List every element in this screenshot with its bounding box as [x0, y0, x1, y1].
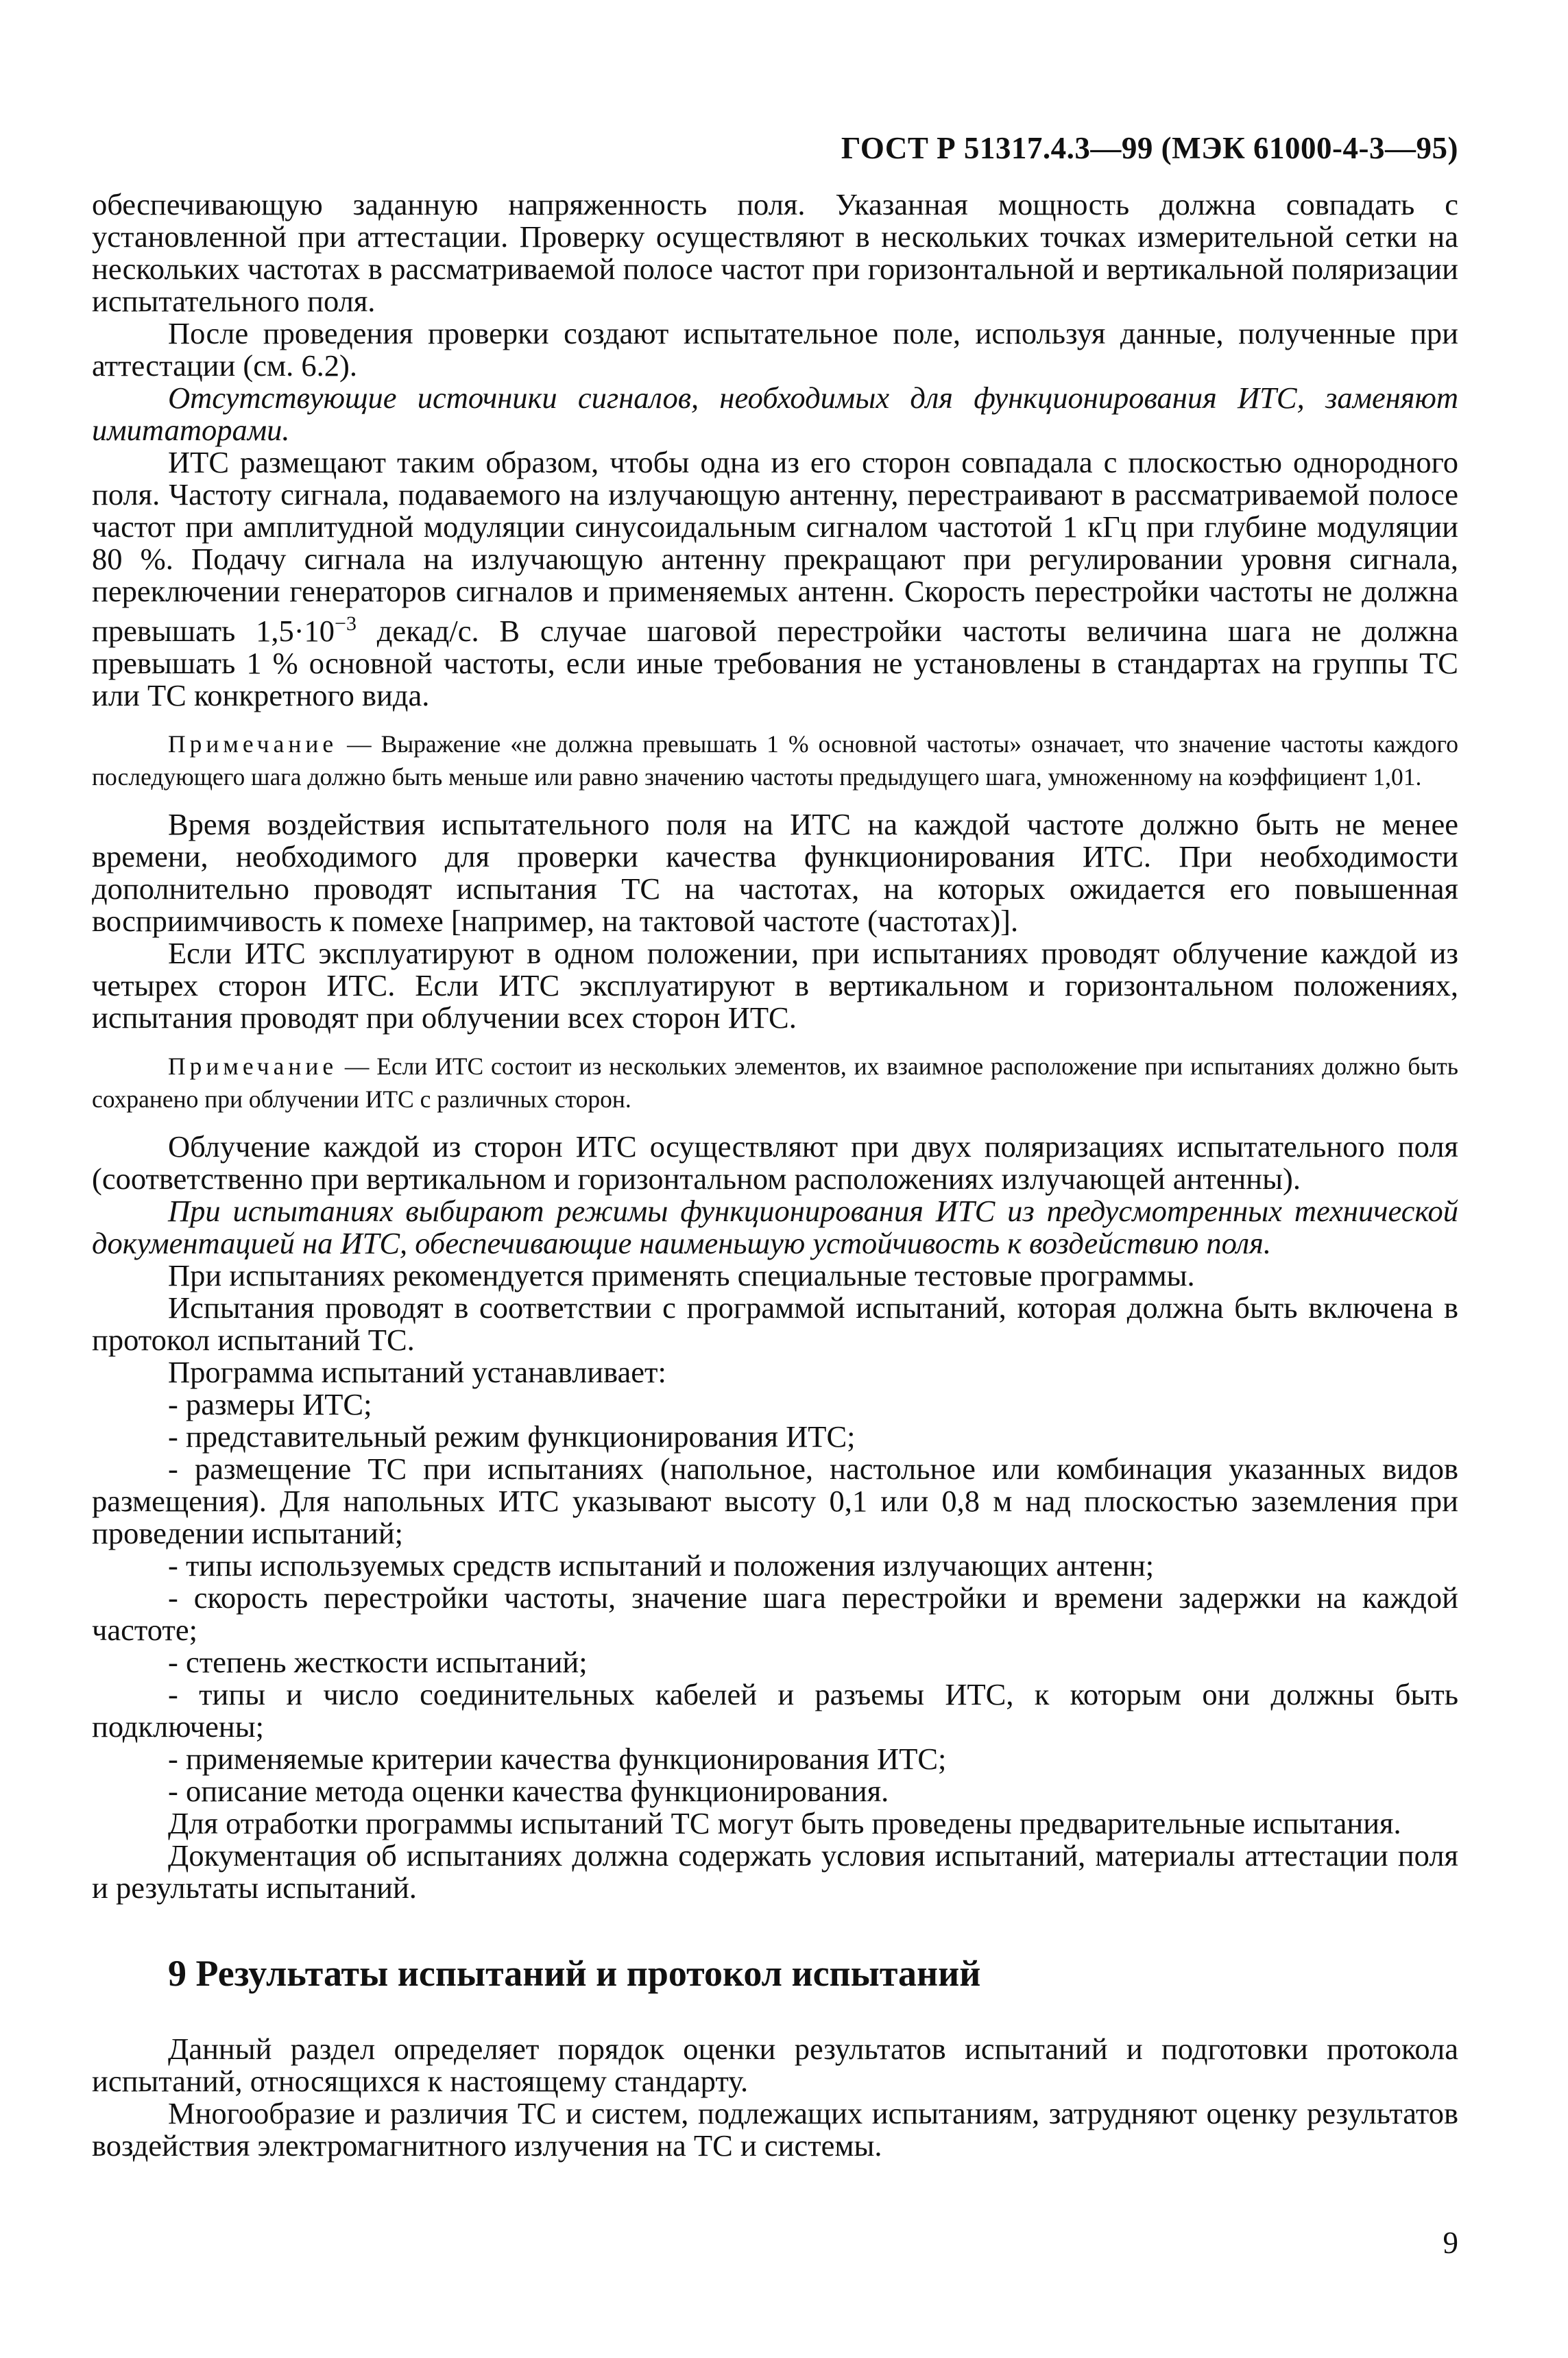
paragraph: Время воздействия испытательного поля на ИТС на каждой частоте должно быть не менее времени, необходимого для проверки качества функционирования ИТС. При необходимости дополнительно проводят испытания ТС на частотах, на которых ожидается его повышенная восприимчивость к помехе [например, на тактовой частоте (частотах)].: [92, 806, 1458, 938]
paragraph-frequency: [92, 446, 1458, 712]
paragraph: Многообразие и различия ТС и систем, подлежащих испытаниям, затрудняют оценку результатов воздействия электромагнитного излучения на ТС и системы.: [92, 2095, 1458, 2163]
note-label: Примечание: [168, 1052, 338, 1080]
list-item: - типы используемых средств испытаний и положения излучающих антенн;: [168, 1548, 1155, 1583]
note-label: Примечание: [168, 730, 338, 758]
section-heading: 9 Результаты испытаний и протокол испытаний: [168, 1952, 981, 1994]
note-2: [92, 1050, 1458, 1116]
paragraph: Программа испытаний устанавливает:: [168, 1354, 666, 1389]
paragraph: Данный раздел определяет порядок оценки результатов испытаний и подготовки протокола испытаний, относящихся к настоящему стандарту.: [92, 2031, 1458, 2098]
paragraph: Если ИТС эксплуатируют в одном положении, при испытаниях проводят облучение каждой из четырех сторон ИТС. Если ИТС эксплуатируют в вертикальном и горизонтальном положениях, испытания проводят при облучении всех сторон ИТС.: [92, 935, 1458, 1035]
italic-paragraph: Отсутствующие источники сигналов, необходимых для функционирования ИТС, заменяют имитаторами.: [92, 381, 1458, 447]
standard-header: ГОСТ Р 51317.4.3—99 (МЭК 61000-4-3—95): [841, 131, 1458, 165]
page-number: 9: [1443, 2226, 1458, 2260]
paragraph: обеспечивающую заданную напряженность поля. Указанная мощность должна совпадать с установленной при аттестации. Проверку осуществляют в нескольких точках измерительной сетки на нескольких частотах в рассматриваемой полосе частот при горизонтальной и вертикальной поляризации испытательного поля.: [92, 187, 1458, 318]
page-body: [92, 189, 1458, 2162]
paragraph: Облучение каждой из сторон ИТС осуществляют при двух поляризациях испытательного поля (соответственно при вертикальном и горизонтальном расположениях излучающей антенны).: [92, 1129, 1458, 1196]
list-item: - размещение ТС при испытаниях (напольное, настольное или комбинация указанных видов размещения). Для напольных ИТС указывают высоту 0,1 или 0,8 м над плоскостью заземления при проведении испытаний;: [92, 1451, 1458, 1550]
paragraph: При испытаниях рекомендуется применять специальные тестовые программы.: [168, 1258, 1195, 1292]
list-item: - представительный режим функционирования ИТС;: [168, 1419, 856, 1454]
paragraph: После проведения проверки создают испытательное поле, используя данные, полученные при аттестации (см. 6.2).: [92, 316, 1458, 383]
paragraph: Для отработки программы испытаний ТС могут быть проведены предварительные испытания.: [168, 1805, 1401, 1840]
list-item: - применяемые критерии качества функционирования ИТС;: [168, 1741, 947, 1776]
list-item: - скорость перестройки частоты, значение шага перестройки и времени задержки на каждой частоте;: [92, 1580, 1458, 1647]
exponent: −3: [335, 612, 357, 635]
list-item: - описание метода оценки качества функционирования.: [168, 1773, 889, 1808]
italic-paragraph: При испытаниях выбирают режимы функционирования ИТС из предусмотренных технической документацией на ИТС, обеспечивающие наименьшую устойчивость к воздействию поля.: [92, 1193, 1458, 1260]
list-item: - степень жесткости испытаний;: [168, 1644, 588, 1679]
text-run: ИТС размещают таким образом, чтобы одна из его сторон совпадала с плоскостью однородного поля. Частоту сигнала, подаваемого на излучающую антенну, перестраивают в рассматриваемой полосе частот при амплитудной модуляции синусоидальным сигналом частотой 1 кГц при глубине модуляции 80 %. Подачу сигнала на излучающую антенну прекращают при регулировании уровня сигнала, переключении генераторов сигналов и применяемых антенн. Скорость перестройки частоты не должна превышать 1,5·10: [92, 445, 1458, 648]
list-item: - типы и число соединительных кабелей и разъемы ИТС, к которым они должны быть подключены;: [92, 1676, 1458, 1744]
program-list: [92, 1388, 1458, 1807]
list-item: - размеры ИТС;: [168, 1386, 372, 1421]
paragraph: Испытания проводят в соответствии с программой испытаний, которая должна быть включена в протокол испытаний ТС.: [92, 1290, 1458, 1357]
text-run: декад/с. В случае шаговой перестройки частоты величина шага не должна превышать 1 % основной частоты, если иные требования не установлены в стандартах на группы ТС или ТС конкретного вида.: [92, 613, 1458, 712]
note-1: [92, 727, 1458, 793]
note-text: — Если ИТС состоит из нескольких элементов, их взаимное расположение при испытаниях должно быть сохранено при облучении ИТС с различных сторон.: [92, 1052, 1458, 1113]
paragraph: Документация об испытаниях должна содержать условия испытаний, материалы аттестации поля и результаты испытаний.: [92, 1838, 1458, 1905]
note-text: — Выражение «не должна превышать 1 % основной частоты» означает, что значение частоты каждого последующего шага должно быть меньше или равно значению частоты предыдущего шага, умноженному на коэффициент 1,01.: [92, 730, 1458, 791]
